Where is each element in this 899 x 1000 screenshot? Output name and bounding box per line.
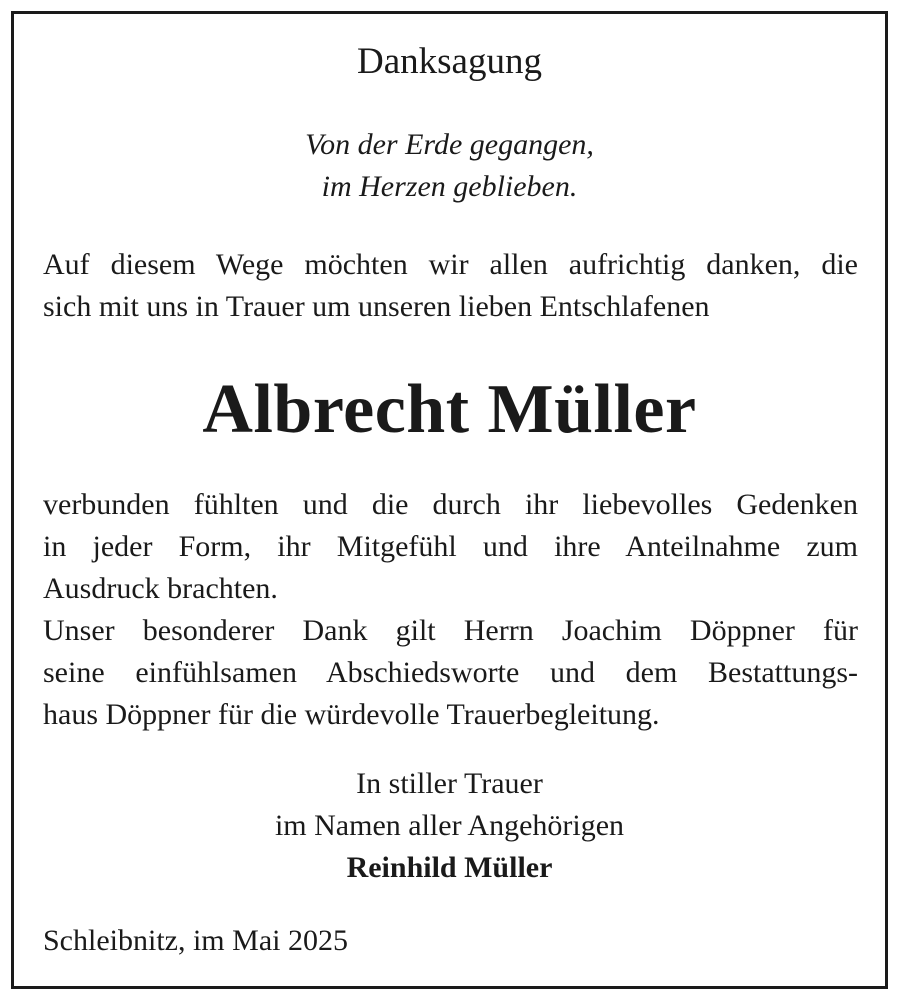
intro-line: sich mit uns in Trauer um unseren lieben Entschlafenen [43, 290, 710, 323]
body-line: Ausdruck brachten. [43, 572, 278, 605]
deceased-name: Albrecht Müller [202, 371, 697, 448]
special-thanks-paragraph [43, 610, 858, 736]
special-thanks-line: Unser besonderer Dank gilt Herrn Joachim Döppner für [43, 614, 858, 647]
notice-heading: Danksagung [357, 41, 542, 82]
body-paragraph [43, 484, 858, 610]
obituary-notice [11, 11, 888, 989]
motto-line: im Herzen geblieben. [321, 170, 578, 203]
closing-line: im Namen aller Angehörigen [274, 809, 625, 842]
body-line: in jeder Form, ihr Mitgefühl und ihre Anteilnahme zum [43, 530, 858, 563]
body-line: verbunden fühlten und die durch ihr liebevolles Gedenken [43, 488, 858, 521]
motto [14, 124, 885, 208]
closing-line: In stiller Trauer [356, 767, 543, 800]
place-date: Schleibnitz, im Mai 2025 [43, 924, 348, 957]
motto-line: Von der Erde gegangen, [305, 128, 594, 161]
intro-line: Auf diesem Wege möchten wir allen aufrichtig danken, die [43, 248, 858, 281]
special-thanks-line: seine einfühlsamen Abschiedsworte und dem Bestattungs- [43, 656, 858, 689]
special-thanks-line: haus Döppner für die würdevolle Trauerbegleitung. [43, 698, 660, 731]
closing-block [14, 763, 885, 889]
signer-name: Reinhild Müller [346, 851, 553, 884]
intro-paragraph [43, 244, 858, 328]
